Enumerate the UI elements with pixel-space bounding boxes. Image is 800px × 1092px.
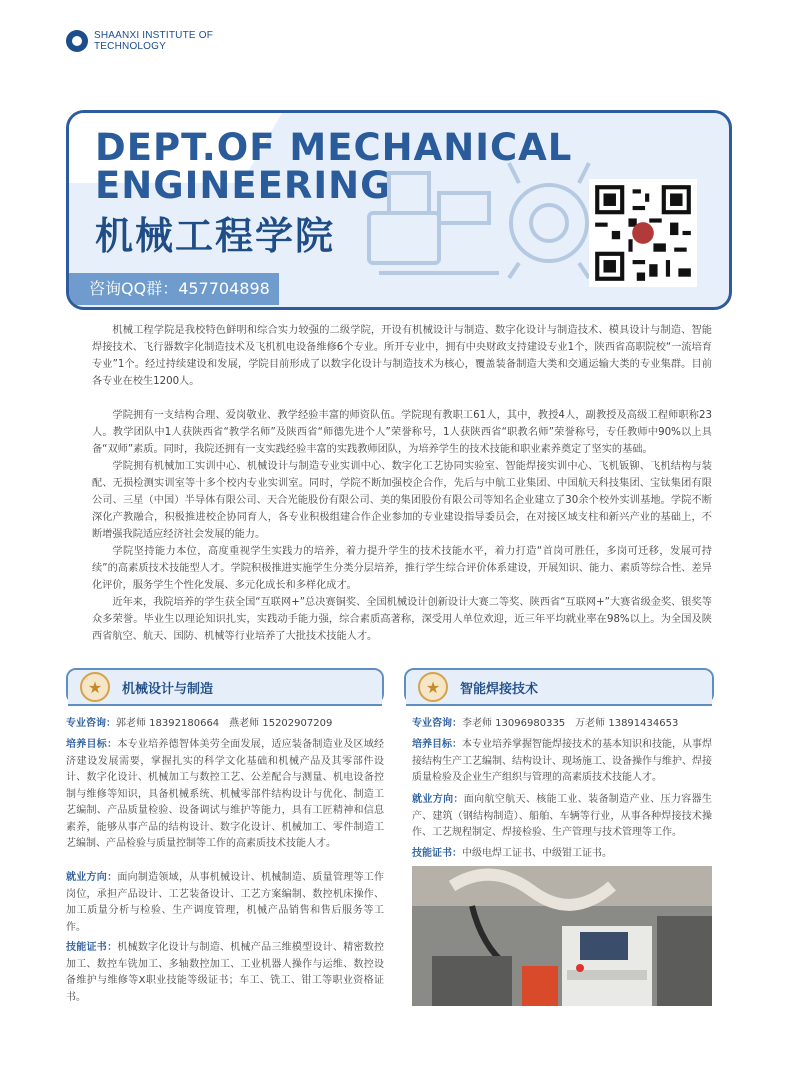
institute-name-line1: SHAANXI INSTITUTE OF [94,30,214,41]
card-weld-title: 智能焊接技术 [460,681,539,697]
intro-paragraph-3: 学院拥有机械加工实训中心、机械设计与制造专业实训中心、数字化工艺协同实验室、智能焊接实训中心、飞机钣铆、飞机结构与装配、无损检测实训室等十多个校内专业实训室。同时，学院不断加强校企合作，先后与中航工业集团、中国航天科技集团、宝钛集团有限公司、三星（中国）半导体有限公司、天合光能股份有限公司、美的集团股份有限公司等知名企业建立了30余个校外实训基地。学院不断深化产教融合，积极推进校企协同育人，各专业积极组建合作企业参加的专业建设指导委员会，在对接区域支柱和新兴产业的基础上，不断增强我院适应经济社会发展的能力。 [92,461,712,540]
department-title-cn: 机械工程学院 [95,214,336,258]
card-mech-header [66,668,384,704]
card-mech-head [80,668,213,706]
institute-emblem-icon [66,30,88,52]
weld-contact-value: 李老师 13096980335 万老师 13891434653 [462,718,679,729]
mech-contact [66,716,384,733]
welding-workshop-photo [412,866,712,1006]
mech-goal-label: 培养目标： [66,739,118,750]
weld-cert-value: 中级电焊工证书、中级钳工证书。 [462,848,612,859]
institute-name [94,30,213,52]
card-weld-head [418,668,538,706]
weld-job [412,792,712,842]
qr-code-icon[interactable] [589,179,697,287]
mech-job-label: 就业方向： [66,872,118,883]
weld-cert-label: 技能证书： [412,848,462,859]
mech-goal-value: 本专业培养德智体美劳全面发展，适应装备制造业及区域经济建设发展需要，掌握扎实的科学文化基础和机械产品及其零部件设计、数字化设计、机械加工与数控工艺、公差配合与测量、机电设备控制与维修等知识，具备机械系统、机械零部件结构设计与优化、制造工艺编制、产品质量检验、设备调试与维护等能力，具有工匠精神和信息素养，能够从事产品的结构设计、数字化设计、机械加工、零件制造工艺编制、产品检验与质量控制等工作的高素质技术技能人才。 [66,739,385,849]
institute-logo [66,30,213,52]
star-badge-icon: ★ [418,672,448,702]
intro-paragraph-4: 学院坚持能力本位，高度重视学生实践力的培养，着力提升学生的技术技能水平，着力打造“首岗可胜任，多岗可迁移，发展可持续”的高素质技术技能型人才。学院积极推进实施学生分类分层培养，推行学生综合评价体系建设，开展知识、能力、素质等综合性、差异化评价，服务学生个性化发展、多元化成长和多样化成才。 [92,546,712,591]
card-mech-title: 机械设计与制造 [122,681,214,697]
card-weld-header [404,668,714,704]
mech-job-value: 面向制造领域，从事机械设计、机械制造、质量管理等工作岗位，承担产品设计、工艺装备设计、工艺方案编制、数控机床操作、加工质量分析与检验、生产调度管理，机械产品销售和售后服务等工作。 [66,872,385,933]
weld-contact-label: 专业咨询： [412,718,462,729]
weld-goal [412,737,712,787]
machine-illustration-icon [359,143,599,283]
weld-cert [412,846,712,863]
intro-paragraph-2: 学院拥有一支结构合理、爱岗敬业、教学经验丰富的师资队伍。学院现有教职工61人，其中，教授4人，副教授及高级工程师职称23人。教学团队中1人获陕西省“教学名师”及陕西省“师德先进个人”荣誉称号，1人获陕西省“职教名师”荣誉称号，专任教师中90%以上具备“双师”素质。同时，我院还拥有一支实践经验丰富的实践教师团队，为培养学生的技术技能和职业素养奠定了坚实的基础。 [92,410,712,455]
weld-job-label: 就业方向： [412,794,464,805]
mech-contact-value: 郭老师 18392180664 燕老师 15202907209 [116,718,333,729]
weld-goal-label: 培养目标： [412,739,462,750]
department-title-en-line2: ENGINEERING [95,164,392,207]
department-title-en-line1: DEPT.OF MECHANICAL [95,126,573,169]
intro-paragraph-5: 近年来，我院培养的学生获全国“互联网+”总决赛铜奖、全国机械设计创新设计大赛二等奖、陕西省“互联网+”大赛省级金奖、银奖等众多荣誉。毕业生以理论知识扎实，实践动手能力强，综合素质高著称，深受用人单位欢迎，近三年平均就业率在98%以上。为全国及陕西省航空、航天、国防、机械等行业培养了大批技术技能人才。 [92,597,712,642]
institute-name-line2: TECHNOLOGY [94,41,167,52]
weld-job-value: 面向航空航天、核能工业、装备制造产业、压力容器生产、建筑（钢结构制造）、船舶、车辆等行业，从事各种焊接技术操作、工艺规程制定、焊接检验、生产管理与技术管理等工作。 [412,794,713,838]
mech-cert [66,940,384,1006]
mech-contact-label: 专业咨询： [66,718,116,729]
intro-paragraph-1: 机械工程学院是我校特色鲜明和综合实力较强的二级学院，开设有机械设计与制造、数字化设计与制造技术、模具设计与制造、智能焊接技术、飞行器数字化制造技术及飞机机电设备维修6个专业。所开专业中，拥有中央财政支持建设专业1个，陕西省高职院校“一流培育专业”1个。经过持续建设和发展，学院目前形成了以数字化设计与制造技术为核心，覆盖装备制造大类和交通运输大类的专业集群。目前各专业在校生1200人。 [92,325,712,387]
mech-cert-value: 机械数字化设计与制造、机械产品三维模型设计、精密数控加工、数控车铣加工、多轴数控加工、工业机器人操作与运维、数控设备维护与维修等X职业技能等级证书；车工、铣工、钳工等职业资格证书。 [66,942,385,1003]
weld-contact [412,716,712,733]
weld-goal-value: 本专业培养掌握智能焊接技术的基本知识和技能，从事焊接结构生产工艺编制、结构设计、现场施工、设备操作与维护、焊接质量检验及企业生产组织与管理的高素质技术技能人才。 [412,739,712,783]
mech-cert-label: 技能证书： [66,942,118,953]
star-badge-icon: ★ [80,672,110,702]
mech-job [66,870,384,936]
mech-goal [66,737,384,853]
qq-group-label: 咨询QQ群：457704898 [69,273,279,305]
hero-banner [66,110,732,310]
